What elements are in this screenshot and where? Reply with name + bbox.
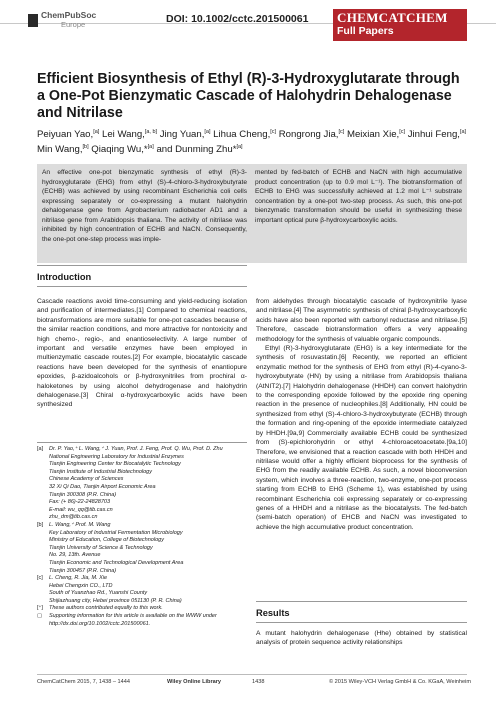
affiliation-label: [b] bbox=[37, 521, 44, 528]
affiliation-label: [a] bbox=[37, 446, 44, 452]
affiliation-line: E-mail: wu_qq@tib.cas.cn bbox=[49, 506, 113, 513]
author-name: Jing Yuan, bbox=[159, 129, 205, 141]
affiliation-line: National Engineering Laboratory for Industrial Enzymes bbox=[49, 453, 184, 460]
author-affiliation-mark: [c] bbox=[338, 129, 345, 135]
author bbox=[102, 129, 157, 140]
affiliation-line: Fax: (+ 86)-22-24828703 bbox=[49, 499, 110, 506]
introduction-heading: Introduction bbox=[37, 272, 92, 282]
author-affiliation-mark: [a] bbox=[204, 129, 211, 135]
abstract-left: An effective one-pot bienzymatic synthesis of ethyl (R)-3-hydroxyglutarate (EHG) from ethyl (S)-4-chloro-3-hydroxybutyrate (ECHB) was achieved by using recombinant Escherichia coli cells expressing separately or co-expressing a mutant halohydrin dehalogenase gene from Agrobacterium radiobacter AD1 and a nitrilase gene from Arabidopsis thaliana. The activity of nitrilase was inhibited by high concentration of ECHB and NaCN. Consequently, the one-pot one-step process was imple- bbox=[42, 169, 247, 243]
section-rule bbox=[37, 286, 247, 287]
results-heading: Results bbox=[256, 608, 290, 618]
affiliation-line: These authors contributed equally to this work. bbox=[49, 605, 163, 612]
doi[interactable]: DOI: 10.1002/cctc.201500061 bbox=[166, 13, 309, 25]
author-name: Lihua Cheng, bbox=[213, 129, 271, 141]
author-name: Peiyuan Yao, bbox=[37, 129, 94, 141]
author bbox=[279, 129, 345, 140]
author-affiliation-mark: [b] bbox=[82, 144, 89, 151]
affiliation-entry bbox=[37, 575, 247, 605]
section-rule bbox=[37, 265, 247, 266]
footer-copyright: © 2015 Wiley-VCH Verlag GmbH & Co. KGaA, Weinheim bbox=[329, 679, 472, 685]
affiliation-line: Chinese Academy of Sciences bbox=[49, 476, 124, 483]
introduction-left bbox=[37, 297, 247, 410]
publisher-logo-text: ChemPubSoc bbox=[41, 10, 97, 20]
author-affiliation-mark: [a] bbox=[236, 144, 243, 151]
affiliation-line: Ministry of Education, College of Biotechnology bbox=[49, 537, 164, 544]
affiliation-entry bbox=[37, 613, 247, 628]
affiliations bbox=[37, 446, 247, 628]
affiliation-lines bbox=[49, 446, 223, 522]
affiliation-line: South of Yuanzhao Rd., Yuanshi County bbox=[49, 590, 148, 597]
author-name: Rongrong Jia, bbox=[278, 129, 339, 141]
author-name: Qiaqing Wu,* bbox=[91, 144, 148, 156]
affiliation-line: Supporting information for this article is available on the WWW under http://dx.doi.org/10.1002/cctc.201500061. bbox=[49, 613, 217, 627]
affiliation-label: ▢ bbox=[37, 613, 43, 620]
paragraph: from aldehydes through biocatalytic cascade of hydroxynitrile lyase and nitrilase.[4] The asymmetric synthesis of chiral β-hydroxycarboxylic acids have also been reported with carbonyl reductase and nitrilase.[5] Therefore, cascade biotransformation offers a very appealing methodology for the synthesis of valuable organic compounds. bbox=[256, 298, 467, 343]
author bbox=[213, 129, 276, 140]
author-name: Jinhui Feng, bbox=[407, 129, 460, 141]
author bbox=[37, 129, 99, 140]
author-name: Min Wang, bbox=[37, 144, 83, 156]
author-affiliation-mark: [c] bbox=[399, 129, 406, 135]
author bbox=[160, 129, 211, 140]
author-name: Lei Wang, bbox=[101, 129, 145, 141]
results-text: A mutant halohydrin dehalogenase (Hhe) obtained by statistical analysis of protein sequence activity relationships bbox=[256, 630, 467, 647]
publisher-logo-icon bbox=[28, 14, 38, 27]
journal-name: CHEMCATCHEM bbox=[337, 10, 448, 25]
affiliation-line: Hebei Chengxin CO., LTD bbox=[49, 582, 113, 589]
affiliation-line: L. Cheng, R. Jia, M. Xie bbox=[49, 575, 108, 582]
affiliation-lines bbox=[49, 613, 247, 628]
author-affiliation-mark: [a] bbox=[93, 129, 100, 135]
author-affiliation-mark: [c] bbox=[270, 129, 277, 135]
affiliation-line: Tianjin University of Science & Technology bbox=[49, 544, 153, 551]
author-name: and Dunming Zhu* bbox=[156, 144, 237, 156]
author bbox=[37, 144, 89, 155]
affiliation-line: Tianjin Economic and Technological Development Area bbox=[49, 559, 184, 566]
paragraph: Cascade reactions avoid time-consuming and yield-reducing isolation and purification of intermediates.[1] Compared to chemical reactions, biotransformations are more suitable for one-pot cascades because of the similar reaction conditions, and more attractive for nontoxicity and high chemo-, regio-, and enantioselectivity. A large number of important and versatile enzymes have been employed in multienzymatic cascade routes.[2] For example, biocatalytic cascade reactions have been developed for the synthesis of enantiopure epoxides, β-azidoalcohols or β-hydroxynitriles from prochiral α-haloketones by using alcohol dehydrogenase and halohydrin dehalogenase.[3] Chiral α-hydroxycarboxylic acids have been synthesized bbox=[37, 298, 247, 409]
author-affiliation-mark: [a, b] bbox=[144, 129, 158, 135]
affiliation-lines bbox=[49, 522, 183, 575]
affiliation-entry bbox=[37, 522, 247, 575]
author bbox=[408, 129, 466, 140]
author-name: Meixian Xie, bbox=[346, 129, 400, 141]
abstract-right: mented by fed-batch of ECHB and NaCN with high accumulative product concentration (up to 0.9 mol L⁻¹). The biotransformation of ECHB to EHG was successfully achieved at 1.2 mol L⁻¹ substrate concentration by a one-pot two-step process. As such, this one-pot bienzymatic transformation should be useful in synthesizing these important optical pure β-hydroxycarboxylic acids. bbox=[255, 169, 462, 224]
affiliation-line: 32 Xi Qi Dao, Tianjin Airport Economic Area bbox=[49, 483, 156, 490]
publisher-logo-sub: Europe bbox=[61, 20, 86, 29]
author-list bbox=[37, 126, 467, 156]
affiliation-lines bbox=[49, 605, 163, 613]
author-affiliation-mark: [a] bbox=[147, 144, 154, 151]
affiliation-line: No. 29, 13th. Avenue bbox=[49, 552, 101, 559]
article-section: Full Papers bbox=[337, 25, 394, 37]
affiliation-line: Tianjin Institute of Industrial Biotechnology bbox=[49, 468, 152, 475]
footnote-rule bbox=[37, 442, 247, 443]
author bbox=[156, 144, 242, 155]
footer-library[interactable]: Wiley Online Library bbox=[167, 679, 222, 685]
affiliation-entry bbox=[37, 446, 247, 522]
paragraph: Ethyl (R)-3-hydroxyglutarate (EHG) is a key intermediate for the synthesis of rosuvastatin.[6] Recently, we reported an efficient enzymatic method for the synthesis of EHG from ethyl (R)-4-cyano-3-hydroxybutyrate (HN) by using a nitrilase from Arabidopsis thaliana (AtNIT2).[7] Halohydrin dehalogenase (HHDH) can convert halohydrin to the corresponding epoxide followed by the epoxide ring opening reaction in the presence of nucleophiles.[8] Additionally, HN could be synthesized from ethyl (S)-4-chloro-3-hydroxybutyrate (ECHB) through the formation and ring-opening of the epoxide intermediate catalyzed by HHDH.[9a,9] Commercially available ECHB could be synthesized from (S)-epichlorohydrin or ethyl 4-chloroacetoacetate.[9a,10] Therefore, we envisioned that a reaction cascade with both HHDH and nitrilase would offer a highly efficient bioprocess for the synthesis of EHG from the readily available ECHB. As such, a novel bioconversion system, which involves a three-reaction, two-enzyme, one-pot process starting from ECHB to EHG (Scheme 1), was established by using recombinant Escherichia coli expressing separately or co-expressing genes of a HHDH and a nitrilase as the biocatalysts. The fed-batch (semi-batch operation) of EHCB and NaCN was investigated to achieve the high accumulative product concentration. bbox=[256, 345, 467, 531]
affiliation-entry bbox=[37, 605, 247, 613]
affiliation-label: [c] bbox=[37, 575, 43, 582]
section-rule bbox=[256, 622, 467, 623]
affiliation-line: Dr. P. Yao,⁺ L. Wang,⁺ J. Yuan, Prof. J. Feng, Prof. Q. Wu, Prof. D. Zhu bbox=[49, 446, 223, 452]
affiliation-line: zhu_dm@tib.cas.cn bbox=[49, 514, 98, 521]
footer-citation: ChemCatChem 2015, 7, 1438 – 1444 bbox=[37, 679, 130, 685]
affiliation-line: Key Laboratory of Industrial Fermentation Microbiology bbox=[49, 529, 183, 536]
page-number: 1438 bbox=[252, 679, 265, 685]
introduction-right bbox=[256, 297, 467, 532]
author-affiliation-mark: [a] bbox=[459, 129, 467, 135]
affiliation-line: Tianjin Engineering Center for Biocatalytic Technology bbox=[49, 461, 181, 468]
affiliation-line: Tianjin 300457 (P.R. China) bbox=[49, 567, 117, 574]
affiliation-line: Shijiazhuang city, Hebei province 051130 (P. R. China) bbox=[49, 597, 182, 604]
affiliation-lines bbox=[49, 575, 182, 605]
affiliation-label: [⁺] bbox=[37, 605, 43, 612]
author bbox=[347, 129, 405, 140]
section-rule bbox=[256, 601, 467, 602]
article-title: Efficient Biosynthesis of Ethyl (R)-3-Hydroxyglutarate through a One-Pot Bienzymatic Cascade of Halohydrin Dehalogenase and Nitrilase bbox=[37, 71, 460, 121]
author bbox=[91, 144, 153, 155]
affiliation-line: Tianjin 300308 (P.R. China) bbox=[49, 491, 117, 498]
affiliation-line: L. Wang,⁺ Prof. M. Wang bbox=[49, 521, 111, 528]
footer-rule bbox=[37, 674, 467, 675]
